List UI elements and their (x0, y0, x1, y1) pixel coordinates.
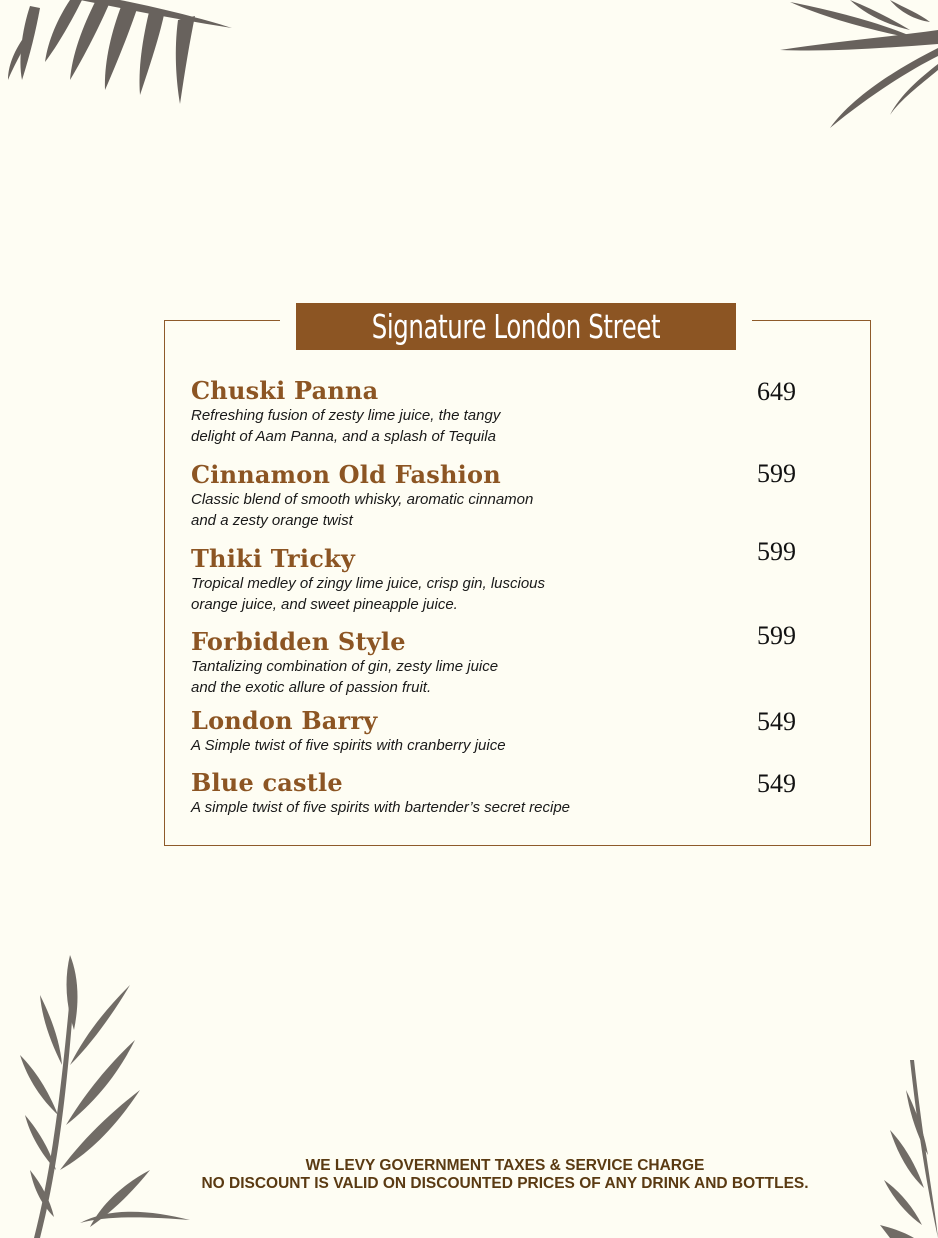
item-name: Blue castle (191, 768, 343, 797)
menu-item (191, 707, 811, 757)
item-description: Tropical medley of zingy lime juice, crisp gin, luscious orange juice, and sweet pineapple juice. (191, 575, 546, 613)
menu-item (191, 769, 811, 819)
section-title: Signature London Street (371, 307, 661, 346)
palm-leaf-icon-bottom-right (880, 1060, 938, 1238)
footer-line-taxes: WE LEVY GOVERNMENT TAXES & SERVICE CHARGE (305, 1157, 705, 1174)
item-name: Chuski Panna (191, 376, 379, 405)
item-price: 549 (757, 769, 796, 798)
item-description: Tantalizing combination of gin, zesty lime juice and the exotic allure of passion fruit. (191, 658, 499, 696)
item-price: 599 (757, 537, 796, 566)
item-description: A simple twist of five spirits with bartender’s secret recipe (191, 799, 571, 816)
palm-leaf-icon-top-left (0, 0, 240, 110)
palm-leaf-icon-top-right (770, 0, 938, 130)
item-description: Classic blend of smooth whisky, aromatic cinnamon and a zesty orange twist (191, 491, 534, 529)
footer-notice (0, 1157, 938, 1193)
item-price: 599 (757, 459, 796, 488)
item-name: Cinnamon Old Fashion (191, 460, 501, 489)
item-name: London Barry (191, 706, 378, 735)
item-name: Thiki Tricky (191, 544, 355, 573)
menu-item (191, 545, 811, 615)
item-price: 549 (757, 707, 796, 736)
menu-item (191, 628, 811, 698)
menu-item (191, 377, 811, 447)
section-title-banner (296, 303, 736, 350)
menu-item (191, 461, 811, 531)
footer-line-discount: NO DISCOUNT IS VALID ON DISCOUNTED PRICES OF ANY DRINK AND BOTTLES. (201, 1175, 809, 1192)
item-description: Refreshing fusion of zesty lime juice, the tangy delight of Aam Panna, and a splash of Tequila (191, 407, 501, 445)
item-description: A Simple twist of five spirits with cranberry juice (191, 737, 506, 754)
item-name: Forbidden Style (191, 627, 406, 656)
item-price: 599 (757, 621, 796, 650)
item-price: 649 (757, 377, 796, 406)
palm-leaf-icon-bottom-left (0, 955, 200, 1238)
